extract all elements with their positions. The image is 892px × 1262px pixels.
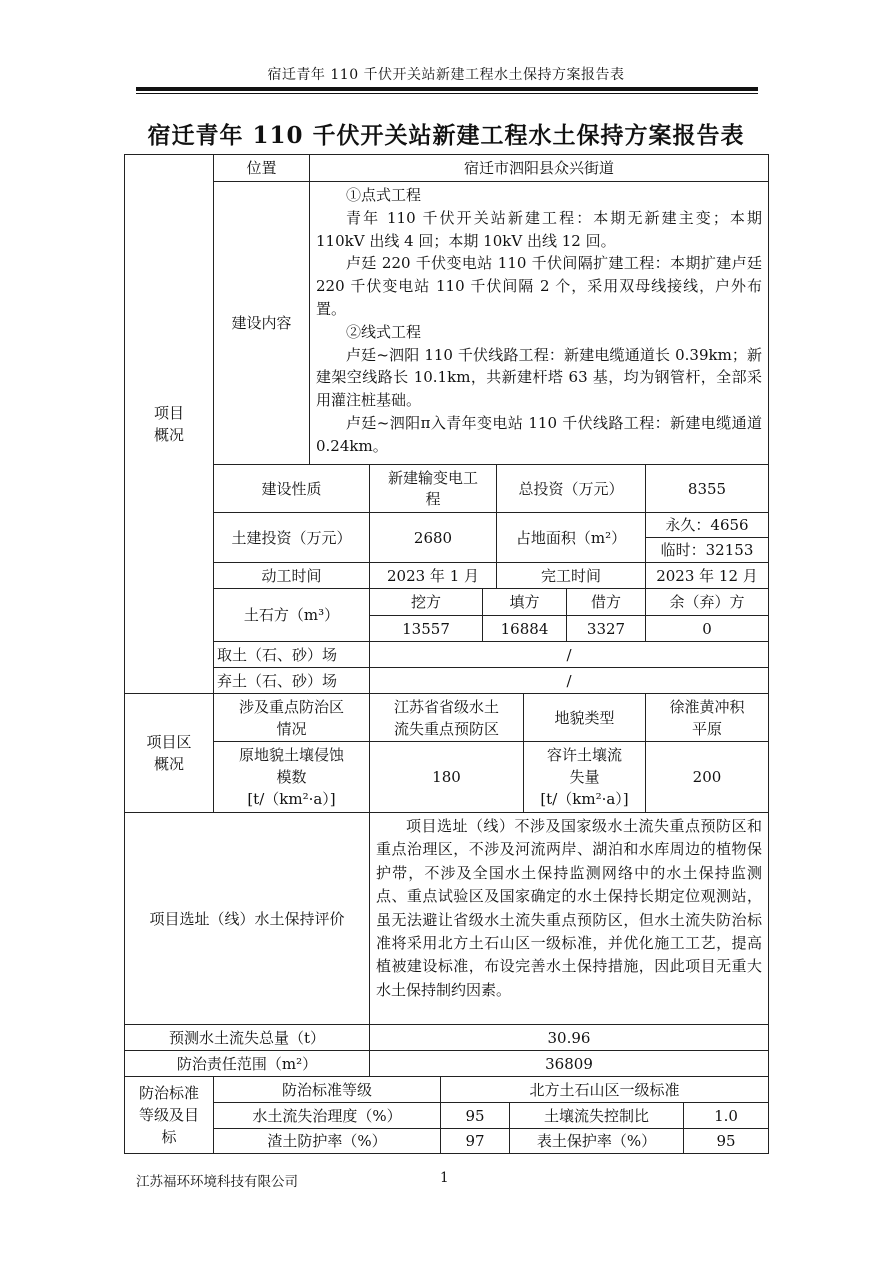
- spoil-protect-label: 渣土防护率（%）: [213, 1128, 441, 1154]
- running-header: 宿迁青年 110 千伏开关站新建工程水土保持方案报告表: [267, 67, 625, 83]
- grade-label: 防治标准等级: [213, 1076, 441, 1103]
- nature-label: 建设性质: [213, 464, 370, 513]
- earthwork-value-spoil: 0: [645, 615, 769, 642]
- resp-area-value: 36809: [369, 1050, 769, 1077]
- earthwork-header-fill: 填方: [482, 588, 567, 616]
- grade-value: 北方土石山区一级标准: [440, 1076, 769, 1103]
- borrow-site-value: /: [369, 641, 769, 668]
- site-eval-label: 项目选址（线）水土保持评价: [124, 812, 370, 1025]
- start-label: 动工时间: [213, 562, 370, 589]
- predicted-loss-label: 预测水土流失总量（t）: [124, 1024, 370, 1051]
- earthwork-header-borrow: 借方: [566, 588, 646, 616]
- total-invest-value: 8355: [645, 464, 769, 513]
- landform-label: 地貌类型: [523, 693, 646, 742]
- content-paragraph: ①点式工程: [346, 186, 422, 204]
- earthwork-value-borrow: 3327: [566, 615, 646, 642]
- resp-area-label: 防治责任范围（m²）: [124, 1050, 370, 1077]
- loss-ratio-label: 土壤流失控制比: [509, 1102, 684, 1129]
- footer-company: 江苏福环环境科技有限公司: [136, 1174, 298, 1190]
- erosion-label: 原地貌土壤侵蚀 模数 [t/（km²·a）]: [213, 741, 370, 813]
- spoil-site-value: /: [369, 667, 769, 694]
- topsoil-protect-label: 表土保护率（%）: [509, 1128, 684, 1154]
- total-invest-label: 总投资（万元）: [496, 464, 646, 513]
- area-temporary: 临时：32153: [645, 537, 769, 563]
- control-degree-label: 水土流失治理度（%）: [213, 1102, 441, 1129]
- loss-ratio-value: 1.0: [683, 1102, 769, 1129]
- zone-label: 涉及重点防治区 情况: [213, 693, 370, 742]
- header-rule-thick: [136, 87, 758, 91]
- area-permanent: 永久：4656: [645, 512, 769, 538]
- zone-value: 江苏省省级水土 流失重点预防区: [369, 693, 524, 742]
- location-label: 位置: [213, 154, 310, 182]
- civil-invest-value: 2680: [369, 512, 497, 563]
- end-value: 2023 年 12 月: [645, 562, 769, 589]
- content-paragraph: 卢廷~泗阳 110 千伏线路工程：新建电缆通道长 0.39km；新建架空线路长 10.1km，共新建杆塔 63 基，均为钢管杆，全部采用灌注桩基础。: [316, 345, 762, 410]
- content-body: [309, 181, 769, 465]
- start-value: 2023 年 1 月: [369, 562, 497, 589]
- page-number: 1: [440, 1170, 449, 1186]
- earthwork-header-cut: 挖方: [369, 588, 483, 616]
- earthwork-header-spoil: 余（弃）方: [645, 588, 769, 616]
- borrow-site-label: 取土（石、砂）场: [213, 641, 370, 668]
- earthwork-label: 土石方（m³）: [213, 588, 370, 642]
- earthwork-value-cut: 13557: [369, 615, 483, 642]
- landform-value: 徐淮黄冲积 平原: [645, 693, 769, 742]
- erosion-value: 180: [369, 741, 524, 813]
- content-paragraph: ②线式工程: [346, 322, 422, 341]
- content-paragraph: 卢廷 220 千伏变电站 110 千伏间隔扩建工程：本期扩建卢廷 220 千伏变电站 110 千伏间隔 2 个，采用双母线接线，户外布置。: [316, 254, 762, 318]
- standards-section-label: 防治标准 等级及目 标: [124, 1076, 214, 1154]
- predicted-loss-value: 30.96: [369, 1024, 769, 1051]
- content-label: 建设内容: [213, 181, 310, 465]
- spoil-protect-value: 97: [440, 1128, 510, 1154]
- page-title: 宿迁青年 110 千伏开关站新建工程水土保持方案报告表: [147, 122, 745, 149]
- area-section-label: 项目区 概况: [124, 693, 214, 813]
- header-rule-thin: [136, 93, 758, 94]
- content-paragraph: 青年 110 千伏开关站新建工程：本期无新建主变；本期 110kV 出线 4 回；本期 10kV 出线 12 回。: [316, 208, 762, 250]
- control-degree-value: 95: [440, 1102, 510, 1129]
- allow-label: 容许土壤流 失量 [t/（km²·a）]: [523, 741, 646, 813]
- nature-value: 新建输变电工 程: [369, 464, 497, 513]
- earthwork-value-fill: 16884: [482, 615, 567, 642]
- spoil-site-label: 弃土（石、砂）场: [213, 667, 370, 694]
- overview-section-label: 项目 概况: [124, 154, 214, 694]
- end-label: 完工时间: [496, 562, 646, 589]
- location-value: 宿迁市泗阳县众兴街道: [309, 154, 769, 182]
- civil-invest-label: 土建投资（万元）: [213, 512, 370, 563]
- area-label: 占地面积（m²）: [496, 512, 646, 563]
- site-eval-text: 项目选址（线）不涉及国家级水土流失重点预防区和重点治理区，不涉及河流两岸、湖泊和水库周边的植物保护带，不涉及全国水土保持监测网络中的水土保持监测点、重点试验区及国家确定的水土保持长期定位观测站，虽无法避让省级水土流失重点预防区，但水土流失防治标准将采用北方土石山区一级标准，并优化施工工艺，提高植被建设标准，布设完善水土保持措施，因此项目无重大水土保持制约因素。: [369, 812, 769, 1025]
- report-table: [124, 154, 769, 1154]
- content-paragraph: 卢廷~泗阳π入青年变电站 110 千伏线路工程：新建电缆通道 0.24km。: [316, 413, 762, 455]
- topsoil-protect-value: 95: [683, 1128, 769, 1154]
- allow-value: 200: [645, 741, 769, 813]
